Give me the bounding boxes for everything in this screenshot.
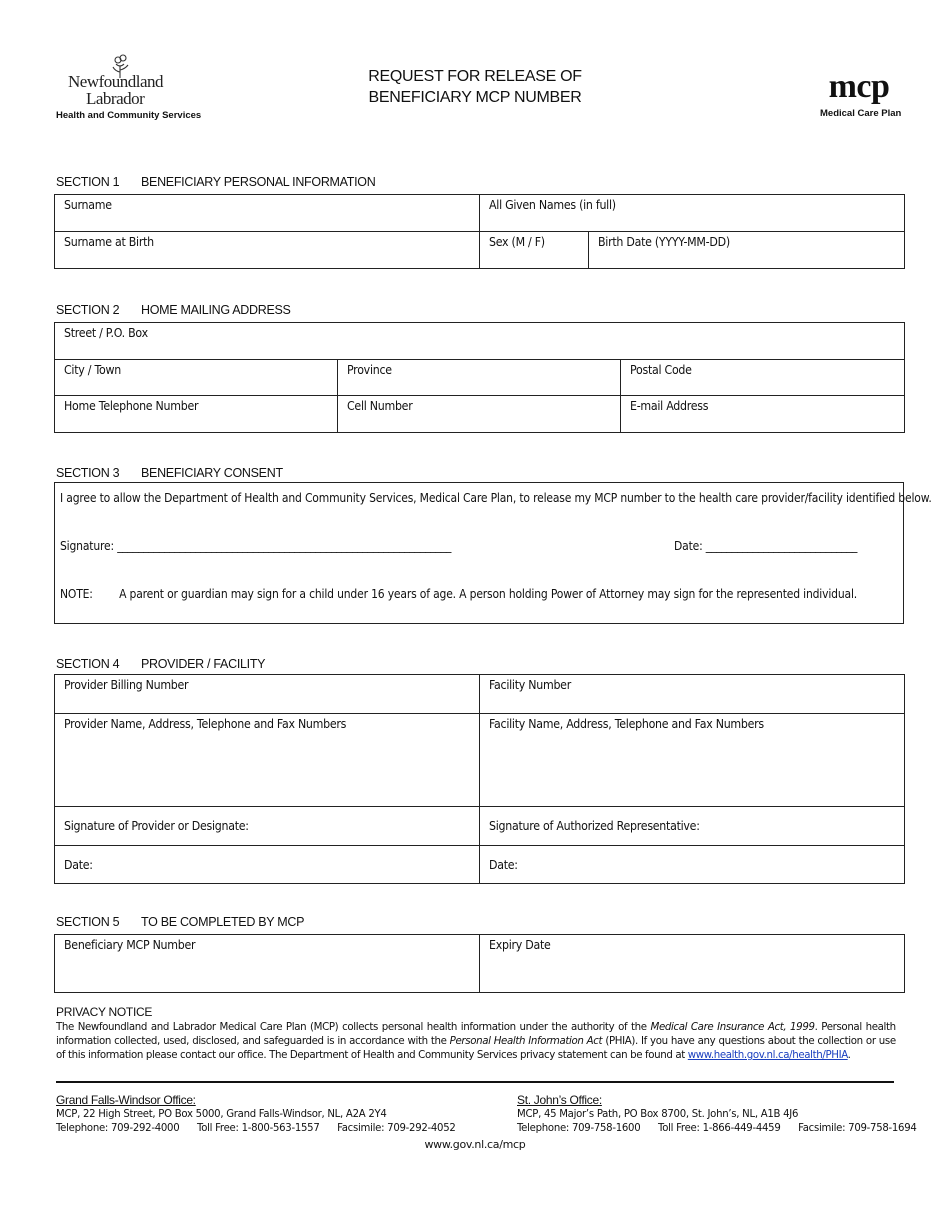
section-2-number: SECTION 2 xyxy=(56,303,120,317)
privacy-notice-title: PRIVACY NOTICE xyxy=(56,1005,153,1019)
provider-signature-label: Signature of Provider or Designate: xyxy=(64,819,249,833)
birth-date-label: Birth Date (YYYY-MM-DD) xyxy=(598,235,730,249)
gfw-office-address: MCP, 22 High Street, PO Box 5000, Grand Falls-Windsor, NL, A2A 2Y4 xyxy=(56,1107,387,1120)
consent-signature-line[interactable]: Signature: ________________________________________________________________ xyxy=(60,539,452,553)
gfw-office xyxy=(56,1093,490,1135)
footer-url[interactable]: www.gov.nl.ca/mcp xyxy=(424,1138,526,1151)
home-phone-field[interactable] xyxy=(55,396,338,433)
provider-details-label: Provider Name, Address, Telephone and Fax Numbers xyxy=(64,717,347,731)
stj-office-phones: Telephone: 709-758-1600 Toll Free: 1-866-449-4459 Facsimile: 709-758-1694 xyxy=(517,1121,917,1134)
mcp-logo-word: mcp xyxy=(828,68,890,105)
consent-statement: I agree to allow the Department of Health and Community Services, Medical Care Plan, to release my MCP number to the health care provider/facility identified below. xyxy=(60,491,932,505)
note-text: A parent or guardian may sign for a child under 16 years of age. A person holding Power of Attorney may sign for the represented individual. xyxy=(119,587,858,601)
provider-billing-label: Provider Billing Number xyxy=(64,678,189,692)
email-field[interactable] xyxy=(621,396,905,433)
surname-at-birth-field[interactable] xyxy=(55,232,480,269)
stj-office-address: MCP, 45 Major’s Path, PO Box 8700, St. John’s, NL, A1B 4J6 xyxy=(517,1107,799,1120)
section-5-table xyxy=(54,934,905,993)
consent-box xyxy=(54,482,932,624)
provider-date-field[interactable] xyxy=(55,846,480,884)
province-label: Province xyxy=(347,363,392,377)
privacy-text-3: (PHIA). If you have any questions about the collection or use of this information please contact our office. The Department of Health and Community Services privacy statement can be found at xyxy=(56,1034,896,1061)
section-5-title: TO BE COMPLETED BY MCP xyxy=(141,915,305,929)
given-names-field[interactable] xyxy=(480,195,905,232)
section-4-title: PROVIDER / FACILITY xyxy=(141,657,266,671)
section-1-title: BENEFICIARY PERSONAL INFORMATION xyxy=(141,175,376,189)
phia-link[interactable]: www.health.gov.nl.ca/health/PHIA xyxy=(687,1048,848,1061)
section-4-number: SECTION 4 xyxy=(56,657,120,671)
mcp-logo xyxy=(820,68,902,119)
section-2-title: HOME MAILING ADDRESS xyxy=(141,303,291,317)
gfw-office-heading: Grand Falls-Windsor Office: xyxy=(56,1093,196,1107)
expiry-date-field[interactable] xyxy=(480,935,905,993)
provider-billing-field[interactable] xyxy=(55,675,480,714)
privacy-text-1: The Newfoundland and Labrador Medical Care Plan (MCP) collects personal health information under the authority of the xyxy=(56,1020,651,1033)
section-3-heading xyxy=(56,466,283,480)
surname-field[interactable] xyxy=(55,195,480,232)
given-names-label: All Given Names (in full) xyxy=(489,198,616,212)
sex-label: Sex (M / F) xyxy=(489,235,545,249)
street-label: Street / P.O. Box xyxy=(64,326,148,340)
section-2-heading xyxy=(56,303,291,317)
section-5-number: SECTION 5 xyxy=(56,915,120,929)
facility-details-field[interactable] xyxy=(480,714,905,807)
form-title-line-1: REQUEST FOR RELEASE OF xyxy=(368,68,582,85)
surname-at-birth-label: Surname at Birth xyxy=(64,235,154,249)
surname-label: Surname xyxy=(64,198,112,212)
facility-date-label: Date: xyxy=(489,858,518,872)
cell-number-field[interactable] xyxy=(338,396,621,433)
facility-date-field[interactable] xyxy=(480,846,905,884)
facility-number-label: Facility Number xyxy=(489,678,571,692)
postal-code-field[interactable] xyxy=(621,360,905,396)
section-1-heading xyxy=(56,175,375,189)
street-field[interactable] xyxy=(55,323,905,360)
city-label: City / Town xyxy=(64,363,121,377)
privacy-text-2: . Personal health information collected, used, disclosed, and safeguarded is in accordance with the xyxy=(56,1020,896,1047)
sex-field[interactable] xyxy=(480,232,589,269)
facility-signature-field[interactable] xyxy=(480,807,905,846)
city-field[interactable] xyxy=(55,360,338,396)
logo-line-1: Newfoundland xyxy=(68,72,164,91)
mcp-number-field[interactable] xyxy=(55,935,480,993)
logo-line-2: Labrador xyxy=(86,89,145,108)
facility-number-field[interactable] xyxy=(480,675,905,714)
birth-date-field[interactable] xyxy=(589,232,905,269)
cell-number-label: Cell Number xyxy=(347,399,413,413)
section-4-heading xyxy=(56,657,265,671)
section-4-table xyxy=(54,674,905,884)
section-5-heading xyxy=(56,915,304,929)
privacy-act-1: Medical Care Insurance Act, 1999 xyxy=(650,1020,815,1033)
form-title-line-2: BENEFICIARY MCP NUMBER xyxy=(368,89,582,106)
provider-signature-field[interactable] xyxy=(55,807,480,846)
footer-divider xyxy=(56,1081,894,1083)
provider-details-field[interactable] xyxy=(55,714,480,807)
gfw-office-phones: Telephone: 709-292-4000 Toll Free: 1-800-563-1557 Facsimile: 709-292-4052 xyxy=(56,1121,456,1134)
section-2-table xyxy=(54,322,905,433)
province-field[interactable] xyxy=(338,360,621,396)
section-3-number: SECTION 3 xyxy=(56,466,120,480)
stj-office xyxy=(517,1093,950,1135)
stj-office-heading: St. John’s Office: xyxy=(517,1093,602,1107)
section-3-title: BENEFICIARY CONSENT xyxy=(141,466,283,480)
consent-date-line[interactable]: Date: _____________________________ xyxy=(674,539,858,553)
mcp-number-label: Beneficiary MCP Number xyxy=(64,938,196,952)
postal-code-label: Postal Code xyxy=(630,363,692,377)
facility-signature-label: Signature of Authorized Representative: xyxy=(489,819,700,833)
home-phone-label: Home Telephone Number xyxy=(64,399,199,413)
department-name: Health and Community Services xyxy=(56,110,202,121)
expiry-date-label: Expiry Date xyxy=(489,938,551,952)
nl-government-logo xyxy=(56,52,202,122)
privacy-act-2: Personal Health Information Act xyxy=(449,1034,603,1047)
privacy-text-4: . xyxy=(847,1048,851,1061)
mcp-logo-subtitle: Medical Care Plan xyxy=(820,108,902,119)
privacy-notice-text xyxy=(56,1020,896,1062)
facility-details-label: Facility Name, Address, Telephone and Fax Numbers xyxy=(489,717,764,731)
email-label: E-mail Address xyxy=(630,399,709,413)
section-1-table xyxy=(54,194,905,269)
form-title xyxy=(300,66,650,108)
note-label: NOTE: xyxy=(60,587,93,601)
consent-note xyxy=(60,587,857,601)
provider-date-label: Date: xyxy=(64,858,93,872)
section-1-number: SECTION 1 xyxy=(56,175,120,189)
